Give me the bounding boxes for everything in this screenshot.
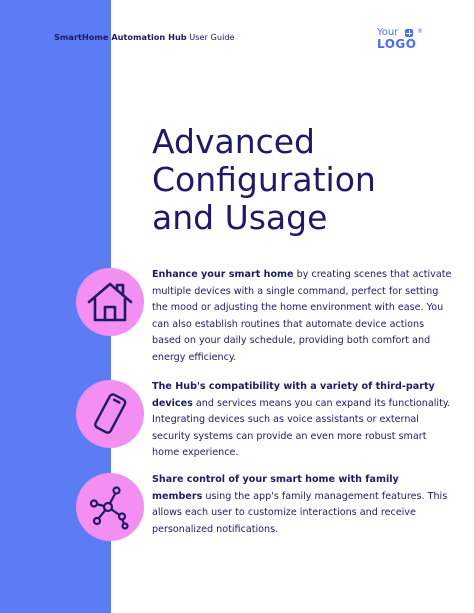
feature-1-body: by creating scenes that activate multiple devices with a single command, perfect for setting the mood or adjusting the home environment with ease. You can also establish routines that automate device actions based on your daily schedule, providing both comfort and energy efficiency.: [152, 269, 452, 363]
header-brand: SmartHome Automation Hub: [54, 32, 187, 42]
document-header: [54, 32, 235, 42]
feature-text-2: [152, 379, 452, 462]
logo-top-text: Your: [377, 27, 399, 38]
feature-2-bold: The Hub's compatibility with a variety of third-party devices: [152, 381, 435, 409]
house-icon: [76, 268, 144, 336]
title-line-3: and Usage: [152, 198, 328, 237]
title-line-1: Advanced: [152, 122, 316, 161]
feature-text-3: [152, 472, 452, 538]
feature-icon-circle-3: [76, 473, 144, 541]
feature-3-body: using the app's family management features. This allows each user to customize interactions and receive personalized notifications.: [152, 490, 448, 535]
page-title: [152, 123, 376, 237]
logo-main-text: LOGO: [377, 37, 417, 51]
feature-icon-circle-2: [76, 380, 144, 448]
feature-1-bold: Enhance your smart home: [152, 269, 294, 280]
network-icon: [76, 473, 144, 541]
company-logo: [377, 28, 425, 52]
feature-text-1: [152, 267, 452, 367]
logo-registered-mark: ®: [417, 28, 423, 35]
header-doc-type: User Guide: [189, 32, 235, 42]
feature-2-body: and services means you can expand its functionality. Integrating devices such as voice assistants or external security systems can provide an even more robust smart home experience.: [152, 397, 451, 459]
feature-icon-circle-1: [76, 268, 144, 336]
title-line-2: Configuration: [152, 160, 376, 199]
logo-badge-icon: [405, 29, 413, 37]
phone-icon: [76, 380, 144, 448]
feature-3-bold: Share control of your smart home with family members: [152, 474, 399, 502]
